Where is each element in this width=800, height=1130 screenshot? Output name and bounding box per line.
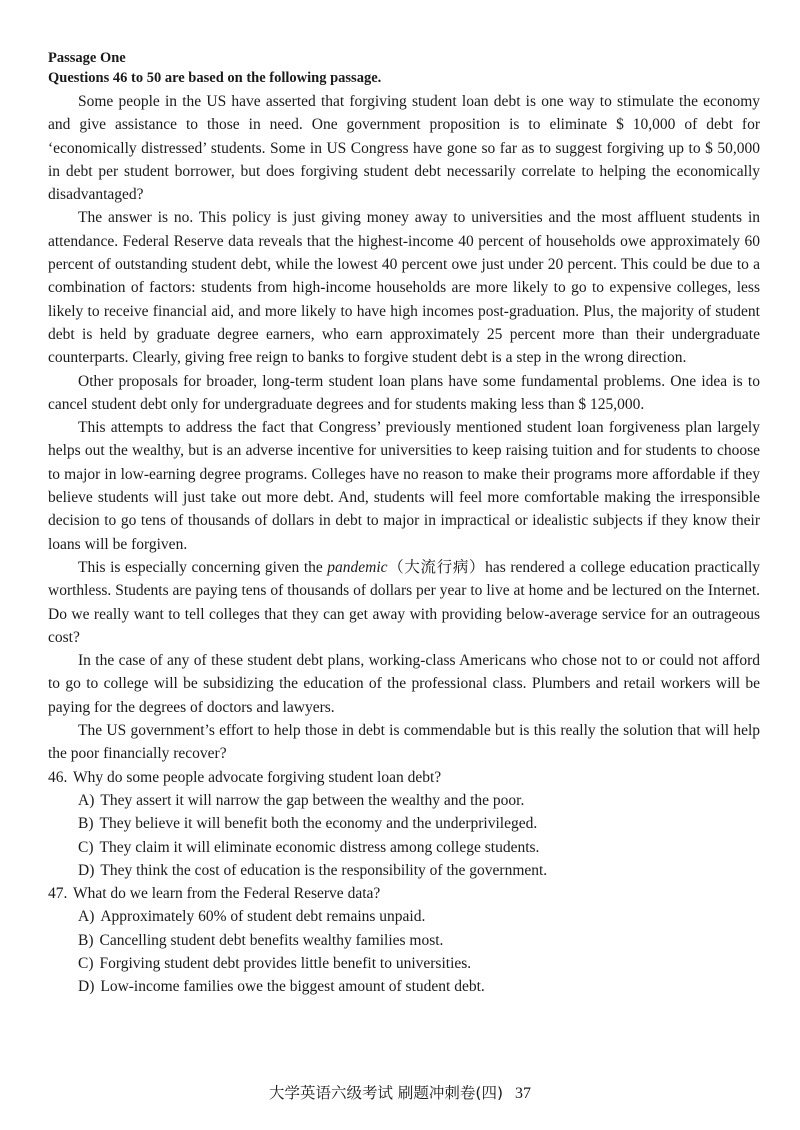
option-letter: A) bbox=[78, 791, 95, 809]
option-47-a[interactable] bbox=[78, 905, 760, 928]
option-letter: B) bbox=[78, 931, 94, 949]
option-text: Approximately 60% of student debt remains unpaid. bbox=[100, 908, 426, 926]
paragraph-6: In the case of any of these student debt plans, working-class Americans who chose not to or could not afford to go to college will be subsidizing the education of the professional class. Plumbers and retail workers will be paying for the degrees of doctors and lawyers. bbox=[48, 652, 760, 716]
page-number: 37 bbox=[515, 1085, 532, 1102]
question-number: 46. bbox=[48, 768, 68, 786]
option-text: They think the cost of education is the responsibility of the government. bbox=[100, 861, 548, 879]
option-47-b[interactable] bbox=[78, 929, 760, 952]
option-letter: A) bbox=[78, 908, 95, 926]
option-47-c[interactable] bbox=[78, 952, 760, 975]
option-letter: D) bbox=[78, 861, 95, 879]
option-letter: D) bbox=[78, 978, 95, 996]
paragraph-5 bbox=[48, 556, 760, 649]
question-47 bbox=[48, 882, 760, 998]
option-46-c[interactable] bbox=[78, 836, 760, 859]
passage-title: Passage One bbox=[48, 50, 126, 66]
paragraph-7: The US government’s effort to help those in debt is commendable but is this really the solution that will help the poor financially recover? bbox=[48, 722, 760, 763]
question-text: Why do some people advocate forgiving student loan debt? bbox=[72, 768, 442, 786]
option-46-a[interactable] bbox=[78, 789, 760, 812]
passage-content bbox=[48, 48, 760, 999]
pandemic-gloss: （大流行病） bbox=[387, 558, 486, 576]
paragraph-5-before: This is especially concerning given the bbox=[78, 558, 328, 576]
pandemic-term: pandemic bbox=[327, 558, 388, 576]
paragraph-4: This attempts to address the fact that Congress’ previously mentioned student loan forgiveness plan largely helps out the wealthy, but is an adverse incentive for universities to keep raising tuition and for students to choose to major in low-earning degree programs. Colleges have no reason to make their programs more affordable if they believe students will just take out more debt. And, students will feel more comfortable making the irresponsible decision to go tens of thousands of dollars in debt to major in impractical or idealistic subjects if they know their loans will be forgiven. bbox=[48, 419, 760, 553]
option-text: Forgiving student debt provides little benefit to universities. bbox=[99, 954, 472, 972]
option-text: They assert it will narrow the gap between the wealthy and the poor. bbox=[100, 791, 525, 809]
option-letter: C) bbox=[78, 838, 94, 856]
option-text: They believe it will benefit both the economy and the underprivileged. bbox=[99, 815, 538, 833]
page-footer bbox=[0, 1081, 800, 1103]
question-text: What do we learn from the Federal Reserve data? bbox=[72, 885, 381, 903]
option-46-d[interactable] bbox=[78, 859, 760, 882]
paragraph-1: Some people in the US have asserted that forgiving student loan debt is one way to stimulate the economy and give assistance to those in need. One government proposition is to eliminate $ 10,000 of debt for ‘economically distressed’ students. Some in US Congress have gone so far as to suggest forgiving up to $ 50,000 in debt per student borrower, but does forgiving student debt necessarily correlate to helping the economically disadvantaged? bbox=[48, 93, 760, 204]
question-stem bbox=[48, 882, 760, 905]
option-text: Low-income families owe the biggest amount of student debt. bbox=[100, 978, 485, 996]
passage-instructions: Questions 46 to 50 are based on the following passage. bbox=[48, 70, 382, 86]
option-text: They claim it will eliminate economic distress among college students. bbox=[99, 838, 540, 856]
option-46-b[interactable] bbox=[78, 812, 760, 835]
option-letter: C) bbox=[78, 954, 94, 972]
question-number: 47. bbox=[48, 885, 68, 903]
option-text: Cancelling student debt benefits wealthy families most. bbox=[99, 931, 444, 949]
question-46 bbox=[48, 766, 760, 882]
option-letter: B) bbox=[78, 815, 94, 833]
question-list bbox=[48, 766, 760, 999]
paragraph-5-after: has rendered a college education practically worthless. Students are paying tens of thousands of dollars per year to live at home and be lectured on the Internet. Do we really want to tell colleges that they can get away with providing below-average service for an outrageous cost? bbox=[48, 558, 760, 646]
paragraph-3: Other proposals for broader, long-term student loan plans have some fundamental problems. One idea is to cancel student debt only for undergraduate degrees and for students making less than $ 125,000. bbox=[48, 372, 760, 413]
paragraph-2: The answer is no. This policy is just giving money away to universities and the most affluent students in attendance. Federal Reserve data reveals that the highest-income 40 percent of households owe approximately 60 percent of outstanding student debt, while the lowest 40 percent owe just under 20 percent. This could be due to a combination of factors: students from high-income households are more likely to go to expensive colleges, less likely to receive financial aid, and more likely to have high incomes post-graduation. Plus, the majority of student debt is held by graduate degree earners, who earn approximately 25 percent more than their undergraduate counterparts. Clearly, giving free reign to banks to forgive student debt is a step in the wrong direction. bbox=[48, 209, 760, 367]
book-title: 大学英语六级考试 刷题冲刺卷(四) bbox=[268, 1084, 504, 1102]
option-47-d[interactable] bbox=[78, 975, 760, 998]
question-stem bbox=[48, 766, 760, 789]
